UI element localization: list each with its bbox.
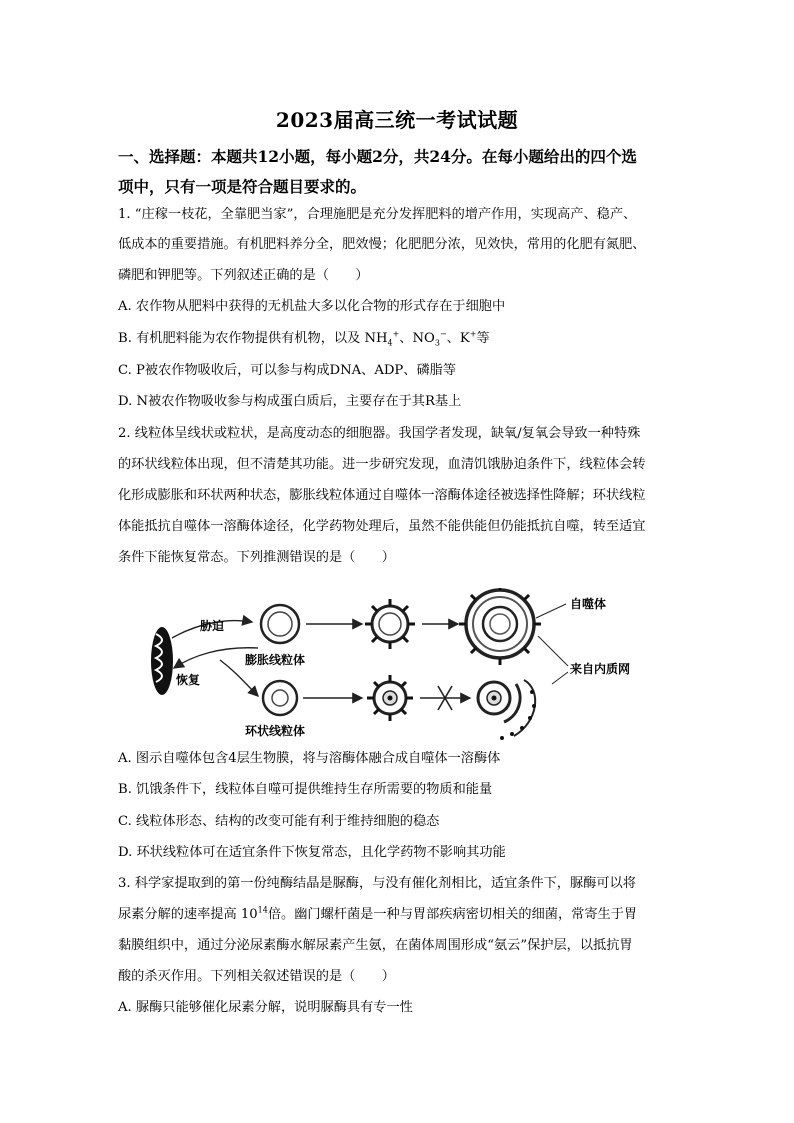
q3-stem-line4: 酸的杀灭作用。下列相关叙述错误的是（ ） (118, 969, 395, 984)
page-title: 2023届高三统一考试试题 (275, 108, 519, 132)
q2-stem-line5: 条件下能恢复常态。下列推测错误的是（ ） (118, 550, 395, 565)
q3-stem-line2: 尿素分解的速率提高 $10^{14}$倍。幽门螺杆菌是一种与胃部疾病密切相关的细菌，常寄生于胃 (118, 905, 638, 922)
section-heading-line1: 一、选择题：本题共12小题，每小题2分，共24分。在每小题给出的四个选 (118, 147, 637, 166)
partial-membrane-icon (478, 680, 536, 740)
section-heading-line2: 项中，只有一项是符合题目要求的。 (118, 177, 367, 196)
q1-stem-line2: 低成本的重要措施。有机肥料养分全，肥效慢；化肥肥分浓，见效快，常用的化肥有氮肥、 (118, 237, 646, 252)
q3-stem-line1: 3. 科学家提取到的第一份纯酶结晶是脲酶，与没有催化剂相比，适宜条件下，脲酶可以将 (118, 876, 636, 891)
q2-option-a: A. 图示自噬体包含4层生物膜，将与溶酶体融合成自噬体一溶酶体 (118, 751, 501, 766)
q1-option-b: B. 有机肥料能为农作物提供有机物，以及 $NH_4^+$、$NO_3^-$、K+等 (118, 329, 490, 348)
q1-option-a: A. 农作物从肥料中获得的无机盐大多以化合物的形式存在于细胞中 (118, 299, 506, 314)
autophagosome-icon (459, 588, 541, 665)
q2-option-b: B. 饥饿条件下，线粒体自噬可提供维持生存所需要的物质和能量 (118, 782, 493, 797)
label-autophagosome: 自噬体 (570, 597, 607, 611)
q3-option-a: A. 脲酶只能够催化尿素分解，说明脲酶具有专一性 (118, 1000, 413, 1015)
mitochondrion-icon (151, 627, 173, 695)
label-recover: 恢复 (176, 673, 201, 687)
q2-option-c: C. 线粒体形态、结构的改变可能有利于维持细胞的稳态 (118, 814, 440, 829)
q1-option-d: D. N被农作物吸收参与构成蛋白质后，主要存在于其R基上 (118, 394, 462, 409)
q2-stem-line4: 体能抵抗自噬体一溶酶体途径，化学药物处理后，虽然不能供能但仍能抵抗自噬，转至适宜 (118, 519, 646, 534)
ring-mitochondrion-icon (263, 681, 297, 715)
q3-stem-line3: 黏膜组织中，通过分泌尿素酶水解尿素产生氨，在菌体周围形成“氨云”保护层，以抵抗胃 (118, 938, 633, 953)
label-stress: 胁迫 (200, 619, 225, 633)
label-ring-mitochondria: 环状线粒体 (245, 724, 306, 738)
label-from-er: 来自内质网 (570, 662, 631, 676)
q2-option-d: D. 环状线粒体可在适宜条件下恢复常态，且化学药物不影响其功能 (118, 845, 506, 860)
q2-stem-line2: 的环状线粒体出现，但不清楚其功能。进一步研究发现，血清饥饿胁迫条件下，线粒体会转 (118, 457, 646, 472)
q2-stem-line3: 化形成膨胀和环状两种状态，膨胀线粒体通过自噬体一溶酶体途径被选择性降解；环状线粒 (118, 488, 646, 503)
q1-option-c: C. P被农作物吸收后，可以参与构成DNA、ADP、磷脂等 (118, 363, 457, 378)
label-swollen-mitochondria: 膨胀线粒体 (245, 653, 306, 667)
swollen-mitochondrion-icon (261, 605, 299, 643)
q1-stem-line3: 磷肥和钾肥等。下列叙述正确的是（ ） (118, 268, 369, 283)
q1-stem-line1: 1. “庄稼一枝花，全靠肥当家”，合理施肥是充分发挥肥料的增产作用，实现高产、稳产、 (118, 207, 637, 222)
q2-stem-line1: 2. 线粒体呈线状或粒状，是高度动态的细胞器。我国学者发现，缺氧/复氧会导致一种特殊 (118, 426, 641, 441)
engulfing-membrane-icon (365, 599, 415, 649)
ring-mitochondrion-treated-icon (367, 675, 413, 721)
mitochondria-diagram (140, 588, 660, 748)
